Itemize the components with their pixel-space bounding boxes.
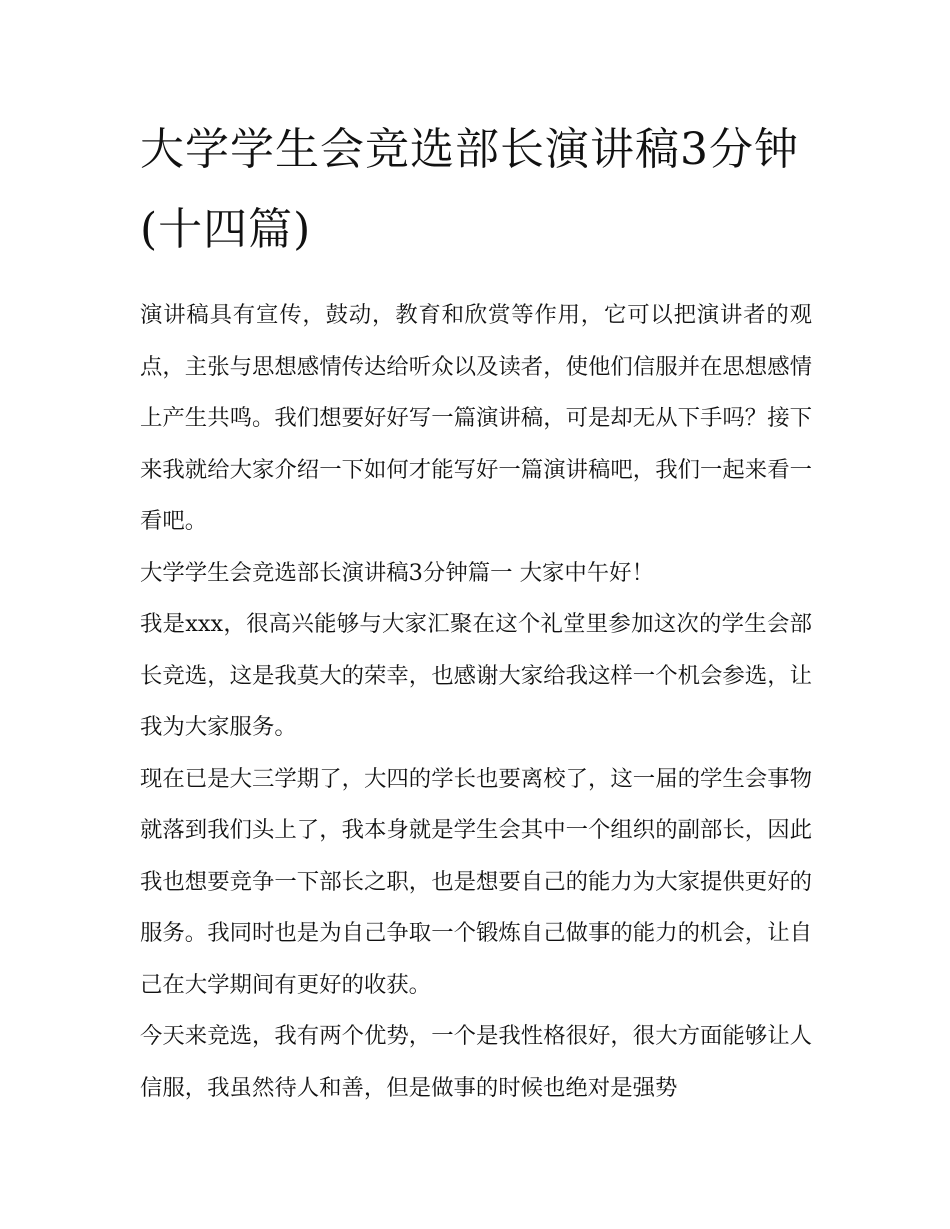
- document-title: 大学学生会竞选部长演讲稿3分钟(十四篇): [140, 124, 799, 255]
- document-page: [140, 110, 812, 1114]
- paragraph-body-3: 今天来竞选，我有两个优势，一个是我性格很好，很大方面能够让人信服，我虽然待人和善，但是做事的时候也绝对是强势: [140, 1023, 812, 1101]
- paragraph-body-2: 现在已是大三学期了，大四的学长也要离校了，这一届的学生会事物就落到我们头上了，我本身就是学生会其中一个组织的副部长，因此我也想要竞争一下部长之职，也是想要自己的能力为大家提供更好的服务。我同时也是为自己争取一个锻炼自己做事的能力的机会，让自己在大学期间有更好的收获。: [140, 765, 812, 998]
- paragraph-body-1: 我是xxx，很高兴能够与大家汇聚在这个礼堂里参加这次的学生会部长竞选，这是我莫大的荣幸，也感谢大家给我这样一个机会参选，让我为大家服务。: [140, 611, 812, 740]
- paragraph-heading-1: 大学学生会竞选部长演讲稿3分钟篇一 大家中午好！: [140, 559, 654, 586]
- paragraph-intro: 演讲稿具有宣传，鼓动，教育和欣赏等作用，它可以把演讲者的观点，主张与思想感情传达给听众以及读者，使他们信服并在思想感情上产生共鸣。我们想要好好写一篇演讲稿，可是却无从下手吗？接下来我就给大家介绍一下如何才能写好一篇演讲稿吧，我们一起来看一看吧。: [140, 302, 812, 534]
